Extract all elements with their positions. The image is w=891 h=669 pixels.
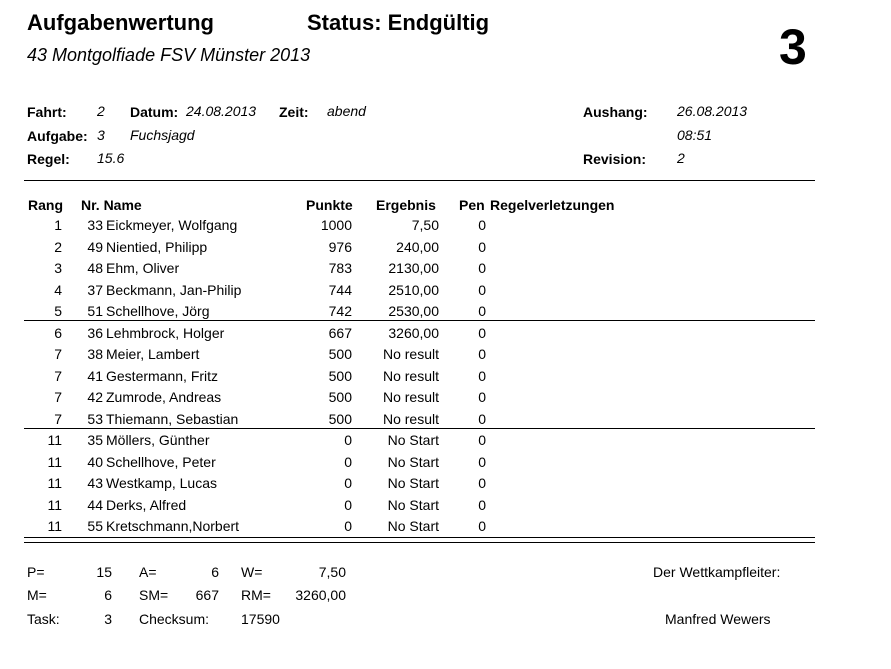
- pilot-name-cell: Eickmeyer, Wolfgang: [106, 217, 238, 233]
- rm-label: RM=: [241, 587, 271, 603]
- table-row: [0, 497, 891, 518]
- pilot-name-cell: Schellhove, Jörg: [106, 303, 210, 319]
- result-cell: No Start: [387, 518, 439, 534]
- table-row: [0, 454, 891, 475]
- points-cell: 0: [344, 475, 352, 491]
- pilot-name-cell: Meier, Lambert: [106, 346, 200, 362]
- col-ergebnis-header: Ergebnis: [376, 197, 436, 213]
- group-divider: [24, 320, 815, 321]
- rank-cell: 7: [54, 367, 62, 384]
- number-cell: 49: [87, 238, 103, 255]
- task-label: Task:: [27, 611, 60, 627]
- pilot-name-cell: Ehm, Oliver: [106, 260, 180, 276]
- wettkampfleiter-name: Manfred Wewers: [665, 611, 771, 627]
- pilot-name-cell: Thiemann, Sebastian: [106, 410, 239, 427]
- points-cell: 500: [328, 389, 352, 405]
- pilot-name-cell: Zumrode, Andreas: [106, 389, 222, 405]
- points-cell: 742: [328, 303, 352, 319]
- result-cell: 2510,00: [388, 281, 439, 298]
- penalty-cell: 0: [478, 260, 486, 276]
- result-cell: 2130,00: [388, 260, 439, 276]
- col-regel-header: Regelverletzungen: [490, 197, 615, 213]
- rank-cell: 4: [54, 281, 62, 298]
- w-value: 7,50: [318, 564, 346, 580]
- a-label: A=: [139, 564, 157, 580]
- pilot-name-cell: Lehmbrock, Holger: [106, 324, 225, 341]
- number-cell: 40: [87, 453, 103, 470]
- task-value: 3: [104, 611, 112, 627]
- wettkampfleiter-label: Der Wettkampfleiter:: [653, 564, 781, 580]
- penalty-cell: 0: [478, 281, 486, 298]
- pilot-name-cell: Gestermann, Fritz: [106, 367, 219, 384]
- col-punkte-header: Punkte: [306, 197, 353, 213]
- result-cell: No Start: [387, 432, 439, 448]
- result-cell: No result: [382, 389, 439, 405]
- a-value: 6: [211, 564, 219, 580]
- number-cell: 33: [87, 217, 103, 233]
- aushang-date: 26.08.2013: [677, 103, 748, 119]
- points-cell: 0: [344, 453, 352, 470]
- p-value: 15: [96, 564, 112, 580]
- datum-label: Datum:: [130, 104, 179, 120]
- result-cell: No result: [382, 367, 439, 384]
- rank-cell: 11: [47, 432, 62, 448]
- group-divider: [24, 428, 815, 429]
- col-rang-header: Rang: [28, 197, 63, 213]
- revision-label: Revision:: [583, 151, 647, 167]
- checksum-value: 17590: [241, 611, 280, 627]
- pilot-name-cell: Nientied, Philipp: [106, 238, 208, 255]
- zeit-value: abend: [327, 103, 366, 119]
- w-label: W=: [241, 564, 263, 580]
- number-cell: 51: [87, 303, 103, 319]
- penalty-cell: 0: [478, 518, 486, 534]
- result-cell: No Start: [387, 496, 439, 513]
- result-cell: 240,00: [396, 238, 439, 255]
- result-cell: No Start: [387, 475, 439, 491]
- fahrt-value: 2: [97, 103, 105, 119]
- points-cell: 976: [328, 238, 352, 255]
- p-label: P=: [27, 564, 45, 580]
- result-cell: 7,50: [411, 217, 439, 233]
- result-cell: No result: [382, 410, 439, 427]
- regel-label: Regel:: [27, 151, 70, 167]
- penalty-cell: 0: [478, 217, 486, 233]
- sm-value: 667: [195, 587, 219, 603]
- page-title: Aufgabenwertung: [27, 10, 214, 35]
- penalty-cell: 0: [478, 410, 486, 427]
- number-cell: 43: [87, 475, 103, 491]
- rank-cell: 7: [54, 346, 62, 362]
- number-cell: 41: [87, 367, 103, 384]
- datum-value: 24.08.2013: [186, 103, 257, 119]
- rank-cell: 7: [54, 389, 62, 405]
- divider: [24, 180, 815, 181]
- status-label: Status: Endgültig: [307, 10, 490, 35]
- table-row: [0, 260, 891, 281]
- points-cell: 1000: [320, 217, 352, 233]
- table-row: [0, 432, 891, 453]
- table-row: [0, 475, 891, 496]
- points-cell: 500: [328, 346, 352, 362]
- rank-cell: 7: [54, 410, 62, 427]
- penalty-cell: 0: [478, 346, 486, 362]
- fahrt-label: Fahrt:: [27, 104, 67, 120]
- result-cell: No result: [382, 346, 439, 362]
- penalty-cell: 0: [478, 303, 486, 319]
- penalty-cell: 0: [478, 432, 486, 448]
- table-row: [0, 368, 891, 389]
- rank-cell: 5: [54, 303, 62, 319]
- table-row: [0, 217, 891, 238]
- points-cell: 0: [344, 496, 352, 513]
- pilot-name-cell: Derks, Alfred: [106, 496, 187, 513]
- number-cell: 38: [87, 346, 103, 362]
- pilot-name-cell: Schellhove, Peter: [106, 453, 216, 470]
- penalty-cell: 0: [478, 475, 486, 491]
- result-cell: 3260,00: [388, 324, 439, 341]
- rank-cell: 11: [47, 453, 62, 470]
- aufgabe-label: Aufgabe:: [27, 128, 88, 144]
- result-cell: No Start: [387, 453, 439, 470]
- rank-cell: 11: [47, 475, 62, 491]
- rank-cell: 6: [54, 324, 62, 341]
- table-row: [0, 389, 891, 410]
- table-row: [0, 518, 891, 539]
- points-cell: 0: [344, 518, 352, 534]
- pilot-name-cell: Beckmann, Jan-Philip: [106, 281, 242, 298]
- number-cell: 53: [87, 410, 103, 427]
- penalty-cell: 0: [478, 324, 486, 341]
- pilot-name-cell: Möllers, Günther: [106, 432, 210, 448]
- points-cell: 744: [328, 281, 352, 298]
- task-number: 3: [779, 19, 807, 75]
- table-end-line: [24, 542, 815, 543]
- penalty-cell: 0: [478, 453, 486, 470]
- m-value: 6: [104, 587, 112, 603]
- penalty-cell: 0: [478, 367, 486, 384]
- rank-cell: 1: [54, 217, 62, 233]
- rank-cell: 3: [54, 260, 62, 276]
- aufgabe-value: 3: [97, 127, 105, 143]
- penalty-cell: 0: [478, 389, 486, 405]
- table-end-line: [24, 537, 815, 538]
- revision-value: 2: [677, 150, 685, 166]
- points-cell: 783: [328, 260, 352, 276]
- aushang-label: Aushang:: [583, 104, 648, 120]
- number-cell: 42: [87, 389, 103, 405]
- table-row: [0, 239, 891, 260]
- points-cell: 0: [344, 432, 352, 448]
- table-row: [0, 346, 891, 367]
- col-nr-name-header: Nr. Name: [81, 197, 142, 213]
- rank-cell: 11: [47, 518, 62, 534]
- points-cell: 500: [328, 367, 352, 384]
- rank-cell: 11: [47, 496, 62, 513]
- event-subtitle: 43 Montgolfiade FSV Münster 2013: [27, 45, 311, 65]
- pilot-name-cell: Kretschmann,Norbert: [106, 518, 240, 534]
- rm-value: 3260,00: [295, 587, 346, 603]
- regel-value: 15.6: [97, 150, 125, 166]
- sm-label: SM=: [139, 587, 169, 603]
- number-cell: 55: [87, 518, 103, 534]
- penalty-cell: 0: [478, 496, 486, 513]
- pilot-name-cell: Westkamp, Lucas: [106, 475, 218, 491]
- number-cell: 48: [87, 260, 103, 276]
- zeit-label: Zeit:: [279, 104, 309, 120]
- rank-cell: 2: [54, 238, 62, 255]
- number-cell: 35: [87, 432, 103, 448]
- aushang-time: 08:51: [677, 127, 713, 143]
- aufgabe-name: Fuchsjagd: [130, 127, 195, 143]
- result-cell: 2530,00: [388, 303, 439, 319]
- m-label: M=: [27, 587, 47, 603]
- table-row: [0, 282, 891, 303]
- number-cell: 44: [87, 496, 103, 513]
- points-cell: 500: [328, 410, 352, 427]
- number-cell: 37: [87, 281, 103, 298]
- table-row: [0, 325, 891, 346]
- penalty-cell: 0: [478, 238, 486, 255]
- col-pen-header: Pen: [459, 197, 485, 213]
- points-cell: 667: [328, 324, 352, 341]
- number-cell: 36: [87, 324, 103, 341]
- checksum-label: Checksum:: [139, 611, 210, 627]
